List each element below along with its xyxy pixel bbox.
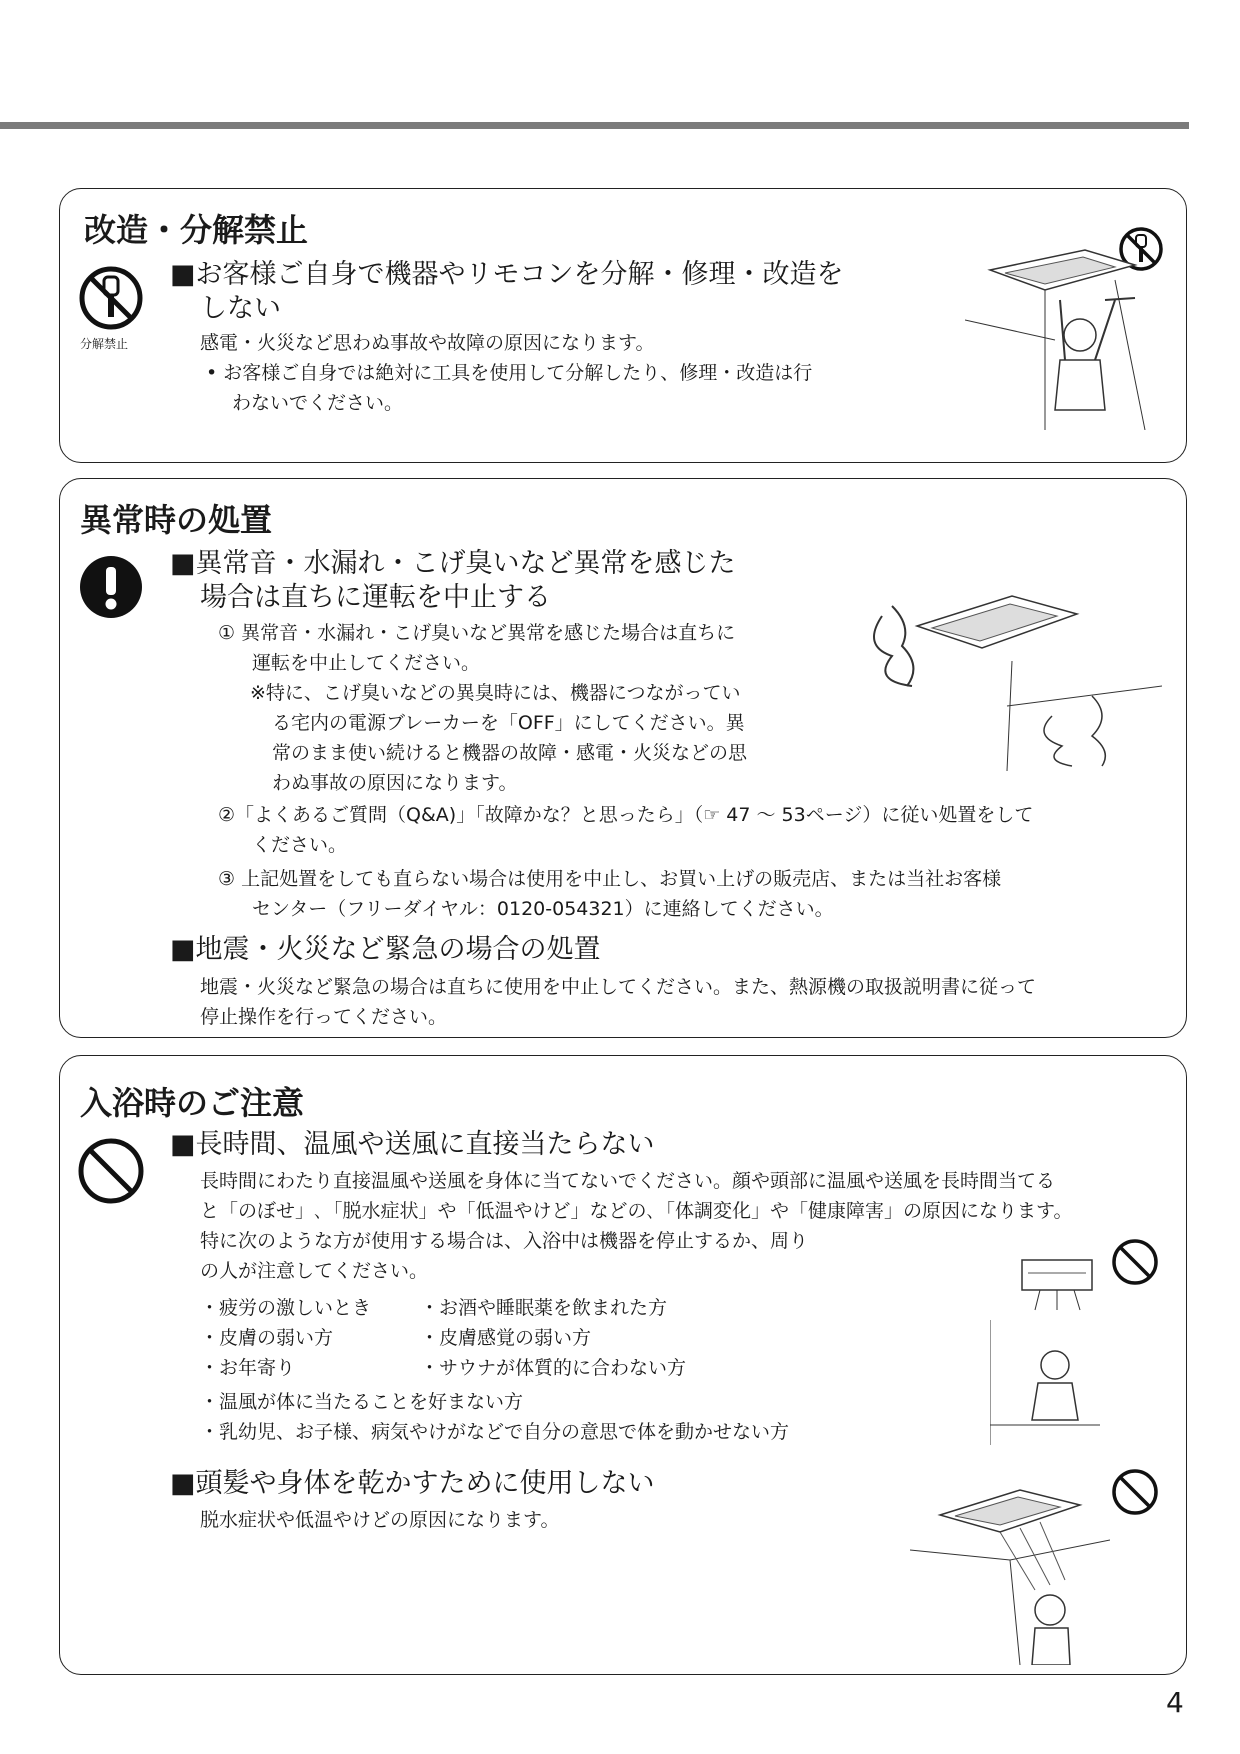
long-exposure-body: 長時間にわたり直接温風や送風を身体に当てないでください。顔や頭部に温風や送風を長時間当てる と「のぼせ」､「脱水症状」や「低温やけど」などの､「体調変化」や「健康障害」の原因になります。 特に次のような方が使用する場合は、入浴中は機器を停止するか、周り の人が注意してください。 [200, 1170, 1073, 1282]
person-disassembling-illustration [965, 240, 1165, 430]
list-item: ・皮膚の弱い方 [200, 1327, 334, 1349]
abnormal-steps-2: ②「よくあるご質問（Q&A)」「故障かな？と思ったら」（☞ 47 ～ 53ページ）に従い処置をして ください。 ③ 上記処置をしても直らない場合は使用を中止し、お買い上げの販売店、または当社お客様 センター（フリーダイヤル：0120-054321）に連絡してください。 [218, 804, 1034, 920]
no-disassembly-icon [78, 265, 144, 331]
bather-under-unit-illustration [990, 1255, 1100, 1445]
list-item: ・疲労の激しいとき [200, 1297, 372, 1319]
drying-body: 脱水症状や低温やけどの原因になります。 [200, 1509, 560, 1531]
warning-body: 感電・火災など思わぬ事故や故障の原因になります。 • お客様ご自身では絶対に工具を使用して分解したり、修理・改造は行 わないでください。 [200, 332, 813, 414]
abnormal-heading: ■異常音・水漏れ・こげ臭いなど異常を感じた 場合は直ちに運転を中止する [170, 548, 736, 613]
list-item: ・温風が体に当たることを好まない方 [200, 1391, 524, 1413]
list-item: ・皮膚感覚の弱い方 [420, 1327, 592, 1349]
section-title: 異常時の処置 [80, 501, 273, 539]
prohibition-small-icon [1110, 1237, 1160, 1287]
list-item: ・お酒や睡眠薬を飲まれた方 [420, 1297, 668, 1319]
drying-heading: ■頭髪や身体を乾かすために使用しない [170, 1468, 655, 1499]
mandatory-action-icon [78, 554, 144, 620]
section-title: 入浴時のご注意 [80, 1084, 305, 1122]
long-exposure-heading: ■長時間、温風や送風に直接当たらない [170, 1129, 655, 1160]
list-item: ・お年寄り [200, 1357, 296, 1379]
prohibition-icon [76, 1136, 146, 1206]
top-rule [0, 122, 1189, 129]
sign-label: 分解禁止 [80, 337, 129, 351]
section-title: 改造・分解禁止 [84, 211, 309, 249]
page-number: 4 [1166, 1686, 1184, 1719]
smoking-unit-illustration [862, 586, 1162, 771]
warning-heading: ■お客様ご自身で機器やリモコンを分解・修理・改造を しない [170, 259, 844, 324]
caution-list-wide [200, 1387, 789, 1447]
earthquake-heading: ■地震・火災など緊急の場合の処置 [170, 934, 601, 965]
abnormal-steps: ① 異常音・水漏れ・こげ臭いなど異常を感じた場合は直ちに 運転を中止してください。 ※特に、こげ臭いなどの異臭時には、機器につながってい る宅内の電源ブレーカーを「OFF」にしてください。異 常のまま使い続けると機器の故障・感電・火災などの思 わぬ事故の原因になります。 [218, 622, 748, 794]
earthquake-body: 地震・火災など緊急の場合は直ちに使用を中止してください。また、熱源機の取扱説明書に従って 停止操作を行ってください。 [200, 976, 1037, 1028]
list-item: ・乳幼児、お子様、病気やけがなどで自分の意思で体を動かせない方 [200, 1421, 790, 1443]
person-drying-hair-illustration [910, 1480, 1110, 1665]
caution-list [200, 1293, 720, 1383]
prohibition-small-icon [1110, 1467, 1160, 1517]
list-item: ・サウナが体質的に合わない方 [420, 1357, 687, 1379]
